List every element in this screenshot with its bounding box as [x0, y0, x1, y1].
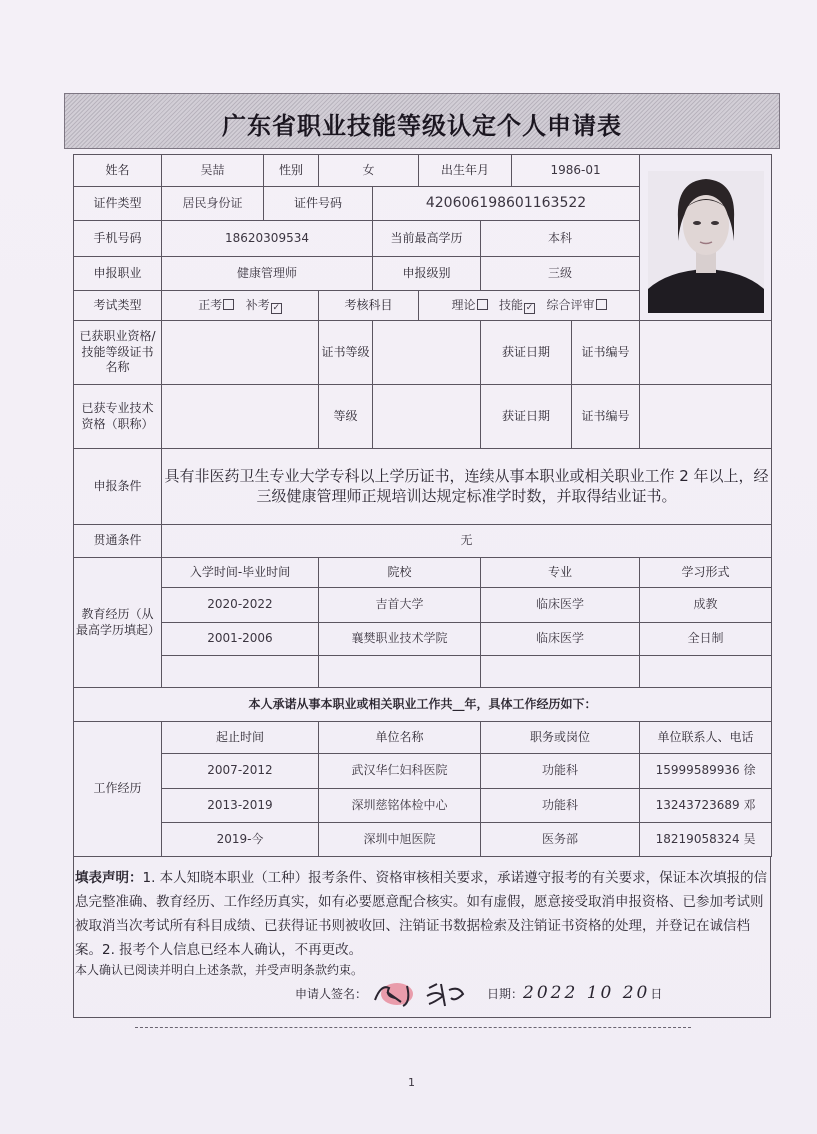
condition-label: 申报条件 [74, 449, 162, 525]
work-unit: 武汉华仁妇科医院 [319, 754, 481, 789]
work-header-unit: 单位名称 [319, 722, 481, 754]
edu-header-mode: 学习形式 [640, 558, 772, 588]
tech-level-label: 等级 [319, 385, 373, 449]
level-value: 三级 [481, 257, 640, 291]
cert-level-value [373, 321, 481, 385]
edu-period: 2020-2022 [162, 588, 319, 623]
work-position: 医务部 [481, 823, 640, 857]
edu-value: 本科 [481, 221, 640, 257]
date-label: 日期： [487, 986, 524, 1001]
edu-row [74, 656, 772, 688]
page-number: 1 [408, 1076, 415, 1089]
declaration-body: 1. 本人知晓本职业（工种）报考条件、资格审核相关要求，承诺遵守报考的有关要求，保证本次填报的信息完整准确、教育经历、工作经历真实，如有必要愿意配合核实。如有虚假，愿意接受取消申报资格、已参加考试则被取消当次考试所有科目成绩、已获得证书则被收回、注销证书数据检索及注销证书资格的处理，并登记在诚信档案。2. 报考个人信息已经本人确认，不再更改。 [75, 870, 768, 958]
portrait-image [648, 171, 764, 313]
tech-cert-no-value [640, 385, 772, 449]
gender-value: 女 [319, 155, 419, 187]
obtained-cert-label: 已获职业资格/技能等级证书名称 [74, 321, 162, 385]
id-type-value: 居民身份证 [162, 187, 264, 221]
subject-theory-label: 理论 [451, 297, 476, 312]
subject-theory-checkbox[interactable] [477, 299, 488, 310]
work-unit: 深圳慈铭体检中心 [319, 789, 481, 823]
edu-school: 吉首大学 [319, 588, 481, 623]
phone-label: 手机号码 [74, 221, 162, 257]
tech-obtain-date-label: 获证日期 [481, 385, 572, 449]
work-contact: 15999589936 徐 [640, 754, 772, 789]
declaration-confirm: 本人确认已阅读并明白上述条款，并受声明条款约束。 [75, 963, 364, 977]
dashed-divider [135, 1027, 691, 1028]
declaration-text [75, 866, 769, 962]
job-value: 健康管理师 [162, 257, 373, 291]
job-label: 申报职业 [74, 257, 162, 291]
work-period: 2013-2019 [162, 789, 319, 823]
signature-label: 申请人签名： [295, 986, 368, 1001]
edu-mode: 成教 [640, 588, 772, 623]
work-header-position: 职务或岗位 [481, 722, 640, 754]
exam-type-options [162, 291, 319, 321]
tech-level-value [373, 385, 481, 449]
edu-mode [640, 656, 772, 688]
edu-mode: 全日制 [640, 623, 772, 656]
work-period: 2019-今 [162, 823, 319, 857]
work-position: 功能科 [481, 754, 640, 789]
work-contact: 18219058324 吴 [640, 823, 772, 857]
subject-options [419, 291, 640, 321]
birth-label: 出生年月 [419, 155, 512, 187]
work-header-period: 起止时间 [162, 722, 319, 754]
handwritten-signature [367, 978, 487, 1008]
work-row [74, 823, 772, 857]
signature-row [295, 978, 662, 1008]
obtained-cert-value [162, 321, 319, 385]
date-handwritten: 2022 10 20 [523, 983, 651, 1003]
id-no-label: 证件号码 [264, 187, 373, 221]
phone-value: 18620309534 [162, 221, 373, 257]
edu-major: 临床医学 [481, 623, 640, 656]
edu-header-major: 专业 [481, 558, 640, 588]
through-condition-label: 贯通条件 [74, 525, 162, 558]
work-header-contact: 单位联系人、电话 [640, 722, 772, 754]
edu-major [481, 656, 640, 688]
cert-no-label: 证书编号 [572, 321, 640, 385]
edu-header-period: 入学时间-毕业时间 [162, 558, 319, 588]
work-label: 工作经历 [74, 722, 162, 857]
birth-value: 1986-01 [512, 155, 640, 187]
edu-school [319, 656, 481, 688]
work-row [74, 754, 772, 789]
edu-school: 襄樊职业技术学院 [319, 623, 481, 656]
obtain-date-label: 获证日期 [481, 321, 572, 385]
edu-period [162, 656, 319, 688]
subject-comprehensive-label: 综合评审 [546, 297, 595, 312]
exam-makeup-checkbox[interactable]: ✓ [272, 302, 280, 313]
education-label: 教育经历（从最高学历填起） [74, 558, 162, 688]
exam-makeup-label: 补考 [245, 297, 270, 312]
edu-label: 当前最高学历 [373, 221, 481, 257]
tech-title-value [162, 385, 319, 449]
through-condition-value: 无 [162, 525, 772, 558]
title-band [64, 93, 780, 149]
work-row [74, 789, 772, 823]
declaration-lead: 填表声明： [75, 870, 143, 886]
exam-normal-label: 正考 [198, 297, 223, 312]
tech-title-label: 已获专业技术资格（职称） [74, 385, 162, 449]
edu-row [74, 623, 772, 656]
work-contact: 13243723689 邓 [640, 789, 772, 823]
condition-text: 具有非医药卫生专业大学专科以上学历证书，连续从事本职业或相关职业工作 2 年以上，经三级健康管理师正规培训达规定标准学时数，并取得结业证书。 [162, 449, 772, 525]
exam-type-label: 考试类型 [74, 291, 162, 321]
subject-skill-label: 技能 [499, 297, 524, 312]
photo-cell [640, 155, 772, 321]
name-label: 姓名 [74, 155, 162, 187]
subject-label: 考核科目 [319, 291, 419, 321]
cert-level-label: 证书等级 [319, 321, 373, 385]
name-value: 吴喆 [162, 155, 264, 187]
edu-row [74, 588, 772, 623]
gender-label: 性别 [264, 155, 319, 187]
subject-skill-checkbox[interactable]: ✓ [525, 302, 534, 313]
subject-comprehensive-checkbox[interactable] [596, 299, 607, 310]
id-no-value: 420606198601163522 [373, 187, 640, 221]
edu-period: 2001-2006 [162, 623, 319, 656]
work-intro: 本人承诺从事本职业或相关职业工作共__年，具体工作经历如下： [74, 688, 772, 722]
id-type-label: 证件类型 [74, 187, 162, 221]
form-title: 广东省职业技能等级认定个人申请表 [222, 111, 622, 140]
work-unit: 深圳中旭医院 [319, 823, 481, 857]
tech-cert-no-label: 证书编号 [572, 385, 640, 449]
application-form [73, 154, 772, 857]
work-period: 2007-2012 [162, 754, 319, 789]
work-position: 功能科 [481, 789, 640, 823]
exam-normal-checkbox[interactable] [223, 299, 234, 310]
date-suffix: 日 [650, 986, 663, 1001]
edu-header-school: 院校 [319, 558, 481, 588]
cert-no-value [640, 321, 772, 385]
edu-major: 临床医学 [481, 588, 640, 623]
level-label: 申报级别 [373, 257, 481, 291]
applicant-photo [648, 171, 764, 313]
